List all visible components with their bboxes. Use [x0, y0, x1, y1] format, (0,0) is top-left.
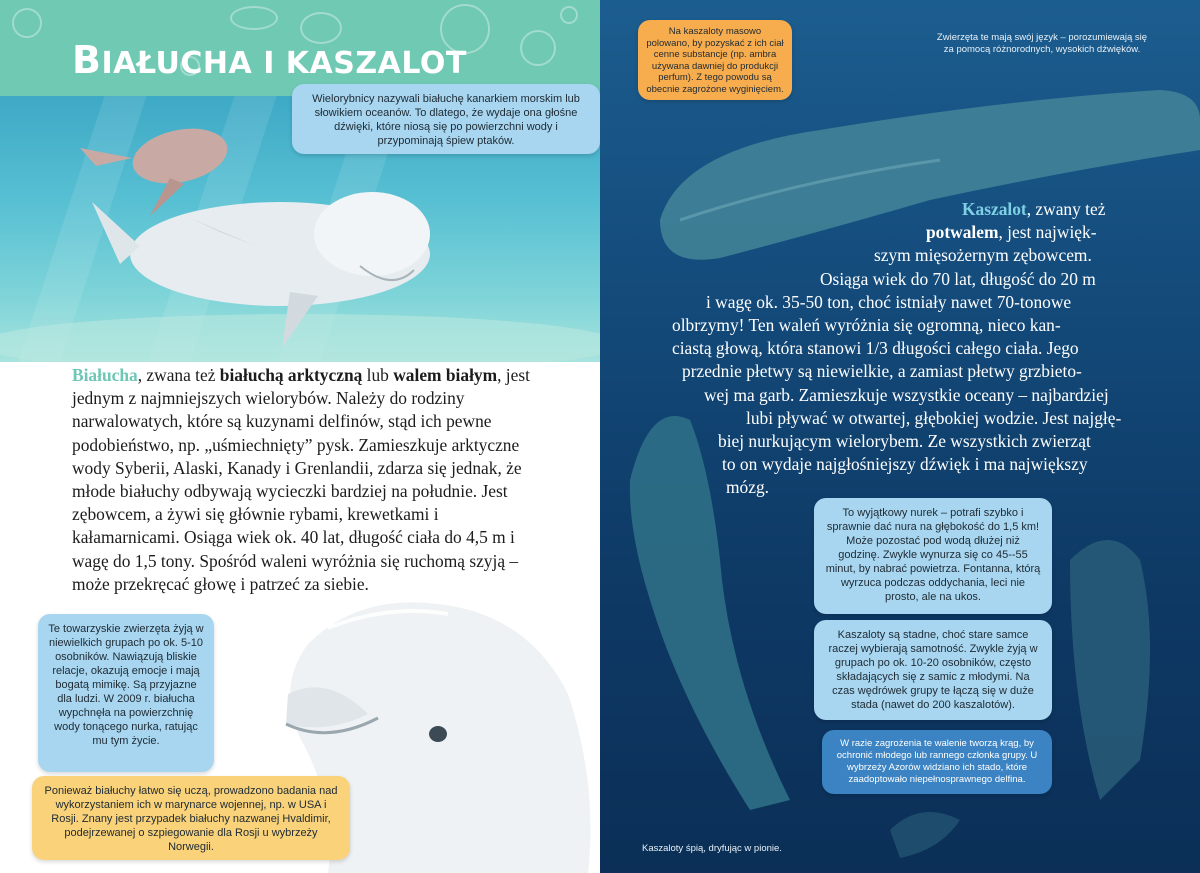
- text-segment: , zwany też: [1026, 199, 1106, 219]
- callout-beluga-groups: Te towarzyskie zwierzęta żyją w niewielkich grupach po ok. 5-10 osobników. Nawiązują bliskie relacje, okazują emocje i mają bogatą mimikę. Są przyjazne dla ludzi. W 2009 r. białucha wypchnęła na powierzchnię wody tonącego nurka, ratując mu tym życie.: [38, 614, 214, 772]
- doodle-shell-icon: [12, 8, 42, 38]
- doodle-bubble-icon: [560, 6, 578, 24]
- callout-beluga-song: Wielorybnicy nazywali białuchę kanarkiem morskim lub słowikiem oceanów. To dlatego, że wydaje ona głośne dźwięki, które niosą się po powierzchni wody i przypominają śpiew ptaków.: [292, 84, 600, 154]
- text-segment: , jest najwięk-: [998, 222, 1097, 243]
- text-line: i wagę ok. 35-50 ton, choć istniały nawet 70-tonowe: [706, 291, 1072, 312]
- text-segment: , zwana też: [137, 365, 220, 385]
- text-line: [664, 221, 1176, 244]
- bold-term: potwalem: [926, 222, 999, 243]
- text-line: to on wydaje najgłośniejszy dźwięk i ma największy: [722, 454, 1088, 475]
- text-line: wej ma garb. Zamieszkuje wszystkie oceany – najbardziej: [704, 384, 1109, 405]
- text-line: Osiąga wiek do 70 lat, długość do 20 m: [820, 268, 1096, 289]
- callout-beluga-navy: Ponieważ białuchy łatwo się uczą, prowadzono badania nad wykorzystaniem ich w marynarce wojennej, np. w USA i Rosji. Znany jest przypadek białuchy nazwanej Hvaldimir, podejrzewanej o szpiegowanie dla Rosji u wybrzeży Norwegii.: [32, 776, 350, 860]
- text-line: lubi pływać w otwartej, głębokiej wodzie. Jest najgłę-: [746, 407, 1122, 428]
- caption-sleep: Kaszaloty śpią, dryfując w pionie.: [642, 843, 782, 854]
- text-segment: , jest jednym z najmniejszych wielorybów. Należy do rodziny narwalowatych, które są kuzynami delfinów, stąd ich pewne podobieństwo, np. „uśmiechnięty” pysk. Zamieszkuje arktyczne wody Syberii, Alaski, Kanady i Grenlandii, zdarza się jednak, że młode białuchy odbywają wycieczki bardziej na południe. Jest zębowcem, a żywi się głównie rybami, krewetkami i kałamarnicami. Osiąga wiek ok. 40 lat, długość ciała do 4,5 m i wagę do 1,5 tony. Spośród waleni wyróżnia się ruchomą szyją – może przekręcać głowę i patrzeć za siebie.: [72, 365, 530, 594]
- text-line: ciastą głową, która stanowi 1/3 długości całego ciała. Jego: [672, 338, 1079, 359]
- text-line: olbrzymy! Ten waleń wyróżnia się ogromną, nieco kan-: [672, 315, 1061, 336]
- text-line: mózg.: [726, 477, 769, 498]
- bold-term: walem białym: [393, 365, 498, 385]
- caption-language: Zwierzęta te mają swój język – porozumiewają się za pomocą różnorodnych, wysokich dźwięków.: [936, 32, 1148, 55]
- text-line: szym mięsożernym zębowcem.: [874, 245, 1092, 266]
- bold-term: białuchą arktyczną: [219, 365, 363, 385]
- text-line: przednie płetwy są niewielkie, a zamiast płetwy grzbieto-: [682, 361, 1082, 382]
- keyword-beluga: Białucha: [72, 365, 138, 385]
- doodle-shell-icon: [520, 30, 556, 66]
- callout-sperm-diver: To wyjątkowy nurek – potrafi szybko i sprawnie dać nura na głębokość do 1,5 km! Może pozostać pod wodą dłużej niż godzinę. Zwykle wynurza się co 45--55 minut, by nabrać powietrza. Fontanna, którą wyrzuca podczas oddychania, leci nie prosto, ale na ukos.: [814, 498, 1052, 614]
- text-line: biej nurkującym wielorybem. Ze wszystkich zwierząt: [718, 431, 1091, 452]
- callout-sperm-hunting: Na kaszaloty masowo polowano, by pozyskać z ich ciał cenne substancje (np. ambra używana dawniej do produkcji perfum). Z tego powodu są obecnie zagrożone wyginięciem.: [638, 20, 792, 100]
- keyword-sperm-whale: Kaszalot: [962, 199, 1027, 219]
- text-segment: lub: [362, 365, 394, 385]
- doodle-fish-icon: [230, 6, 278, 30]
- callout-sperm-circle: W razie zagrożenia te walenie tworzą krąg, by ochronić młodego lub rannego członka grupy. U wybrzeży Azorów widziano ich stado, które zaadoptowało niepełnosprawnego delfina.: [822, 730, 1052, 794]
- sperm-main-text: [664, 198, 1176, 500]
- callout-sperm-herd: Kaszaloty są stadne, choć stare samce raczej wybierają samotność. Zwykle żyją w grupach po ok. 10-20 osobników, często składających się z samic z młodymi. Na czas wędrówek grupy te łączą się w duże stada (nawet do 200 kaszalotów).: [814, 620, 1052, 720]
- text-line: [664, 198, 1176, 221]
- right-page: [600, 0, 1200, 873]
- page-title: BIAŁUCHA I KASZALOT: [72, 38, 467, 82]
- beluga-main-text: [72, 364, 550, 596]
- header-band: [0, 0, 600, 96]
